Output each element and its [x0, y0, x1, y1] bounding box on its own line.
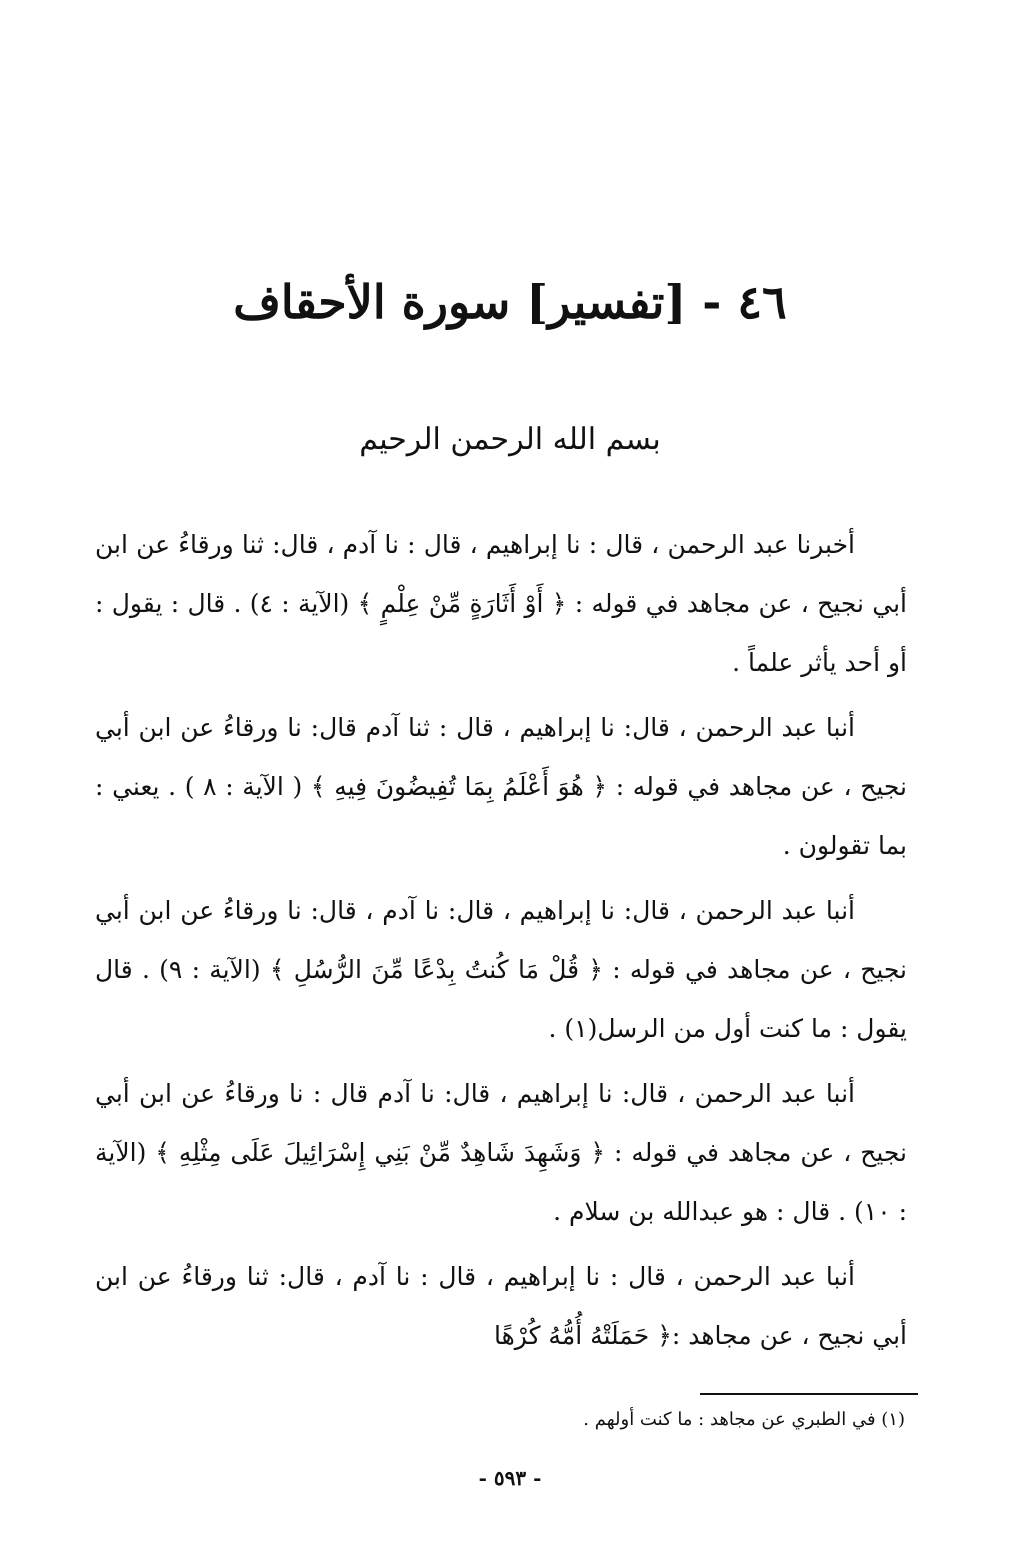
paragraph: أنبا عبد الرحمن ، قال: نا إبراهيم ، قال : ثنا آدم قال: نا ورقاءُ عن ابن أبي نجيح ، عن مجاهد في قوله : ﴿ هُوَ أَعْلَمُ بِمَا تُفِيضُونَ فِيهِ ﴾ ( الآية : ٨ ) . يعني : بما تقولون .	[95, 713, 907, 860]
basmala: بسم الله الرحمن الرحيم	[359, 422, 661, 457]
paragraph: أخبرنا عبد الرحمن ، قال : نا إبراهيم ، قال : نا آدم ، قال: ثنا ورقاءُ عن ابن أبي نجيح ، عن مجاهد في قوله : ﴿ أَوْ أَثَارَةٍ مِّنْ عِلْمٍ ﴾ (الآية : ٤) . قال : يقول : أو أحد يأثر علماً .	[95, 530, 907, 677]
page-number: - ٥٩٣ -	[478, 1466, 542, 1490]
paragraph: أنبا عبد الرحمن ، قال: نا إبراهيم ، قال: نا آدم قال : نا ورقاءُ عن ابن أبي نجيح ، عن مجاهد في قوله : ﴿ وَشَهِدَ شَاهِدٌ مِّنْ بَنِي إِسْرَائِيلَ عَلَى مِثْلِهِ ﴾ (الآية : ١٠) . قال : هو عبدالله بن سلام .	[95, 1079, 907, 1226]
footnote: (١) في الطبري عن مجاهد : ما كنت أولهم .	[583, 1409, 905, 1430]
footnote-rule	[700, 1393, 918, 1395]
body-text	[95, 515, 907, 1371]
paragraph: أنبا عبد الرحمن ، قال : نا إبراهيم ، قال : نا آدم ، قال: ثنا ورقاءُ عن ابن أبي نجيح ، عن مجاهد :﴿ حَمَلَتْهُ أُمُّهُ كُرْهًا	[95, 1262, 907, 1350]
chapter-title: ٤٦ - [تفسير] سورة الأحقاف	[233, 275, 787, 329]
paragraph: أنبا عبد الرحمن ، قال: نا إبراهيم ، قال: نا آدم ، قال: نا ورقاءُ عن ابن أبي نجيح ، عن مجاهد في قوله : ﴿ قُلْ مَا كُنتُ بِدْعًا مِّنَ الرُّسُلِ ﴾ (الآية : ٩) . قال يقول : ما كنت أول من الرسل(١) .	[95, 896, 908, 1043]
